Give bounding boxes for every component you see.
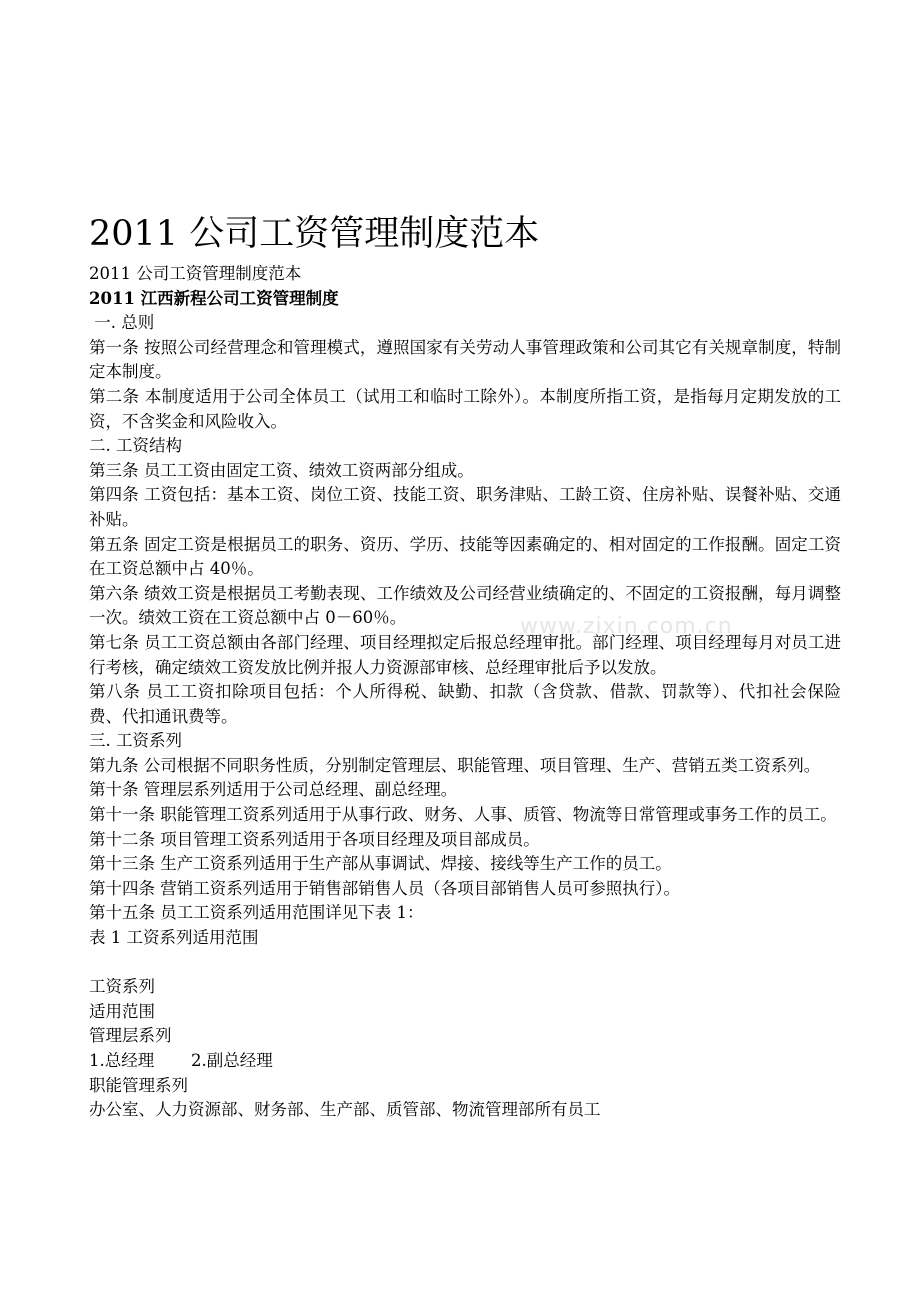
article-6: 第六条 绩效工资是根据员工考勤表现、工作绩效及公司经营业绩确定的、不固定的工资报酬，每月调整一次。绩效工资在工资总额中占 0－60％。 xyxy=(89,583,841,628)
article-10: 第十条 管理层系列适用于公司总经理、副总经理。 xyxy=(89,780,458,800)
article-1: 第一条 按照公司经营理念和管理模式，遵照国家有关劳动人事管理政策和公司其它有关规章制度，特制定本制度。 xyxy=(89,337,841,382)
article-2: 第二条 本制度适用于公司全体员工（试用工和临时工除外）。本制度所指工资，是指每月定期发放的工资，不含奖金和风险收入。 xyxy=(89,386,841,431)
document-subtitle: 2011 公司工资管理制度范本 xyxy=(89,264,302,283)
article-4: 第四条 工资包括：基本工资、岗位工资、技能工资、职务津贴、工龄工资、住房补贴、误餐补贴、交通补贴。 xyxy=(89,485,841,529)
article-8: 第八条 员工工资扣除项目包括：个人所得税、缺勤、扣款（含贷款、借款、罚款等）、代扣社会保险费、代扣通讯费等。 xyxy=(89,682,841,726)
table-row-management-name: 管理层系列 xyxy=(89,1026,172,1046)
table-header-scope: 适用范围 xyxy=(89,1001,155,1021)
document-heading: 2011 江西新程公司工资管理制度 xyxy=(89,288,339,308)
document-title: 2011 公司工资管理制度范本 xyxy=(89,214,540,254)
section-heading-series: 三. 工资系列 xyxy=(89,731,182,751)
article-12: 第十二条 项目管理工资系列适用于各项目经理及项目部成员。 xyxy=(89,829,540,849)
table-row-functional-name: 职能管理系列 xyxy=(89,1075,188,1095)
table-header-series: 工资系列 xyxy=(89,977,155,997)
article-14: 第十四条 营销工资系列适用于销售部销售人员（各项目部销售人员可参照执行）。 xyxy=(89,878,680,898)
article-15: 第十五条 员工工资系列适用范围详见下表 1： xyxy=(89,903,424,923)
table-row-functional-scope: 办公室、人力资源部、财务部、生产部、质管部、物流管理部所有员工 xyxy=(89,1100,601,1120)
article-3: 第三条 员工工资由固定工资、绩效工资两部分组成。 xyxy=(89,460,474,480)
section-heading-structure: 二. 工资结构 xyxy=(89,436,182,456)
article-11: 第十一条 职能管理工资系列适用于从事行政、财务、人事、质管、物流等日常管理或事务工作的员工。 xyxy=(89,805,837,825)
article-9: 第九条 公司根据不同职务性质，分别制定管理层、职能管理、项目管理、生产、营销五类工资系列。 xyxy=(89,755,821,775)
article-7: 第七条 员工工资总额由各部门经理、项目经理拟定后报总经理审批。部门经理、项目经理每月对员工进行考核，确定绩效工资发放比例并报人力资源部审核、总经理审批后予以发放。 xyxy=(89,632,841,677)
section-heading-general: 一. 总则 xyxy=(89,313,155,333)
table-row-management-scope: 1.总经理 2.副总经理 xyxy=(89,1051,273,1070)
watermark: www.zixin.com.cn xyxy=(520,614,733,639)
salary-series-table xyxy=(89,975,841,1123)
document-page xyxy=(89,212,841,1123)
table-caption: 表 1 工资系列适用范围 xyxy=(89,928,259,948)
blank-line xyxy=(89,951,841,976)
article-13: 第十三条 生产工资系列适用于生产部从事调试、焊接、接线等生产工作的员工。 xyxy=(89,854,672,874)
article-5: 第五条 固定工资是根据员工的职务、资历、学历、技能等因素确定的、相对固定的工作报酬。固定工资在工资总额中占 40％。 xyxy=(89,534,841,579)
